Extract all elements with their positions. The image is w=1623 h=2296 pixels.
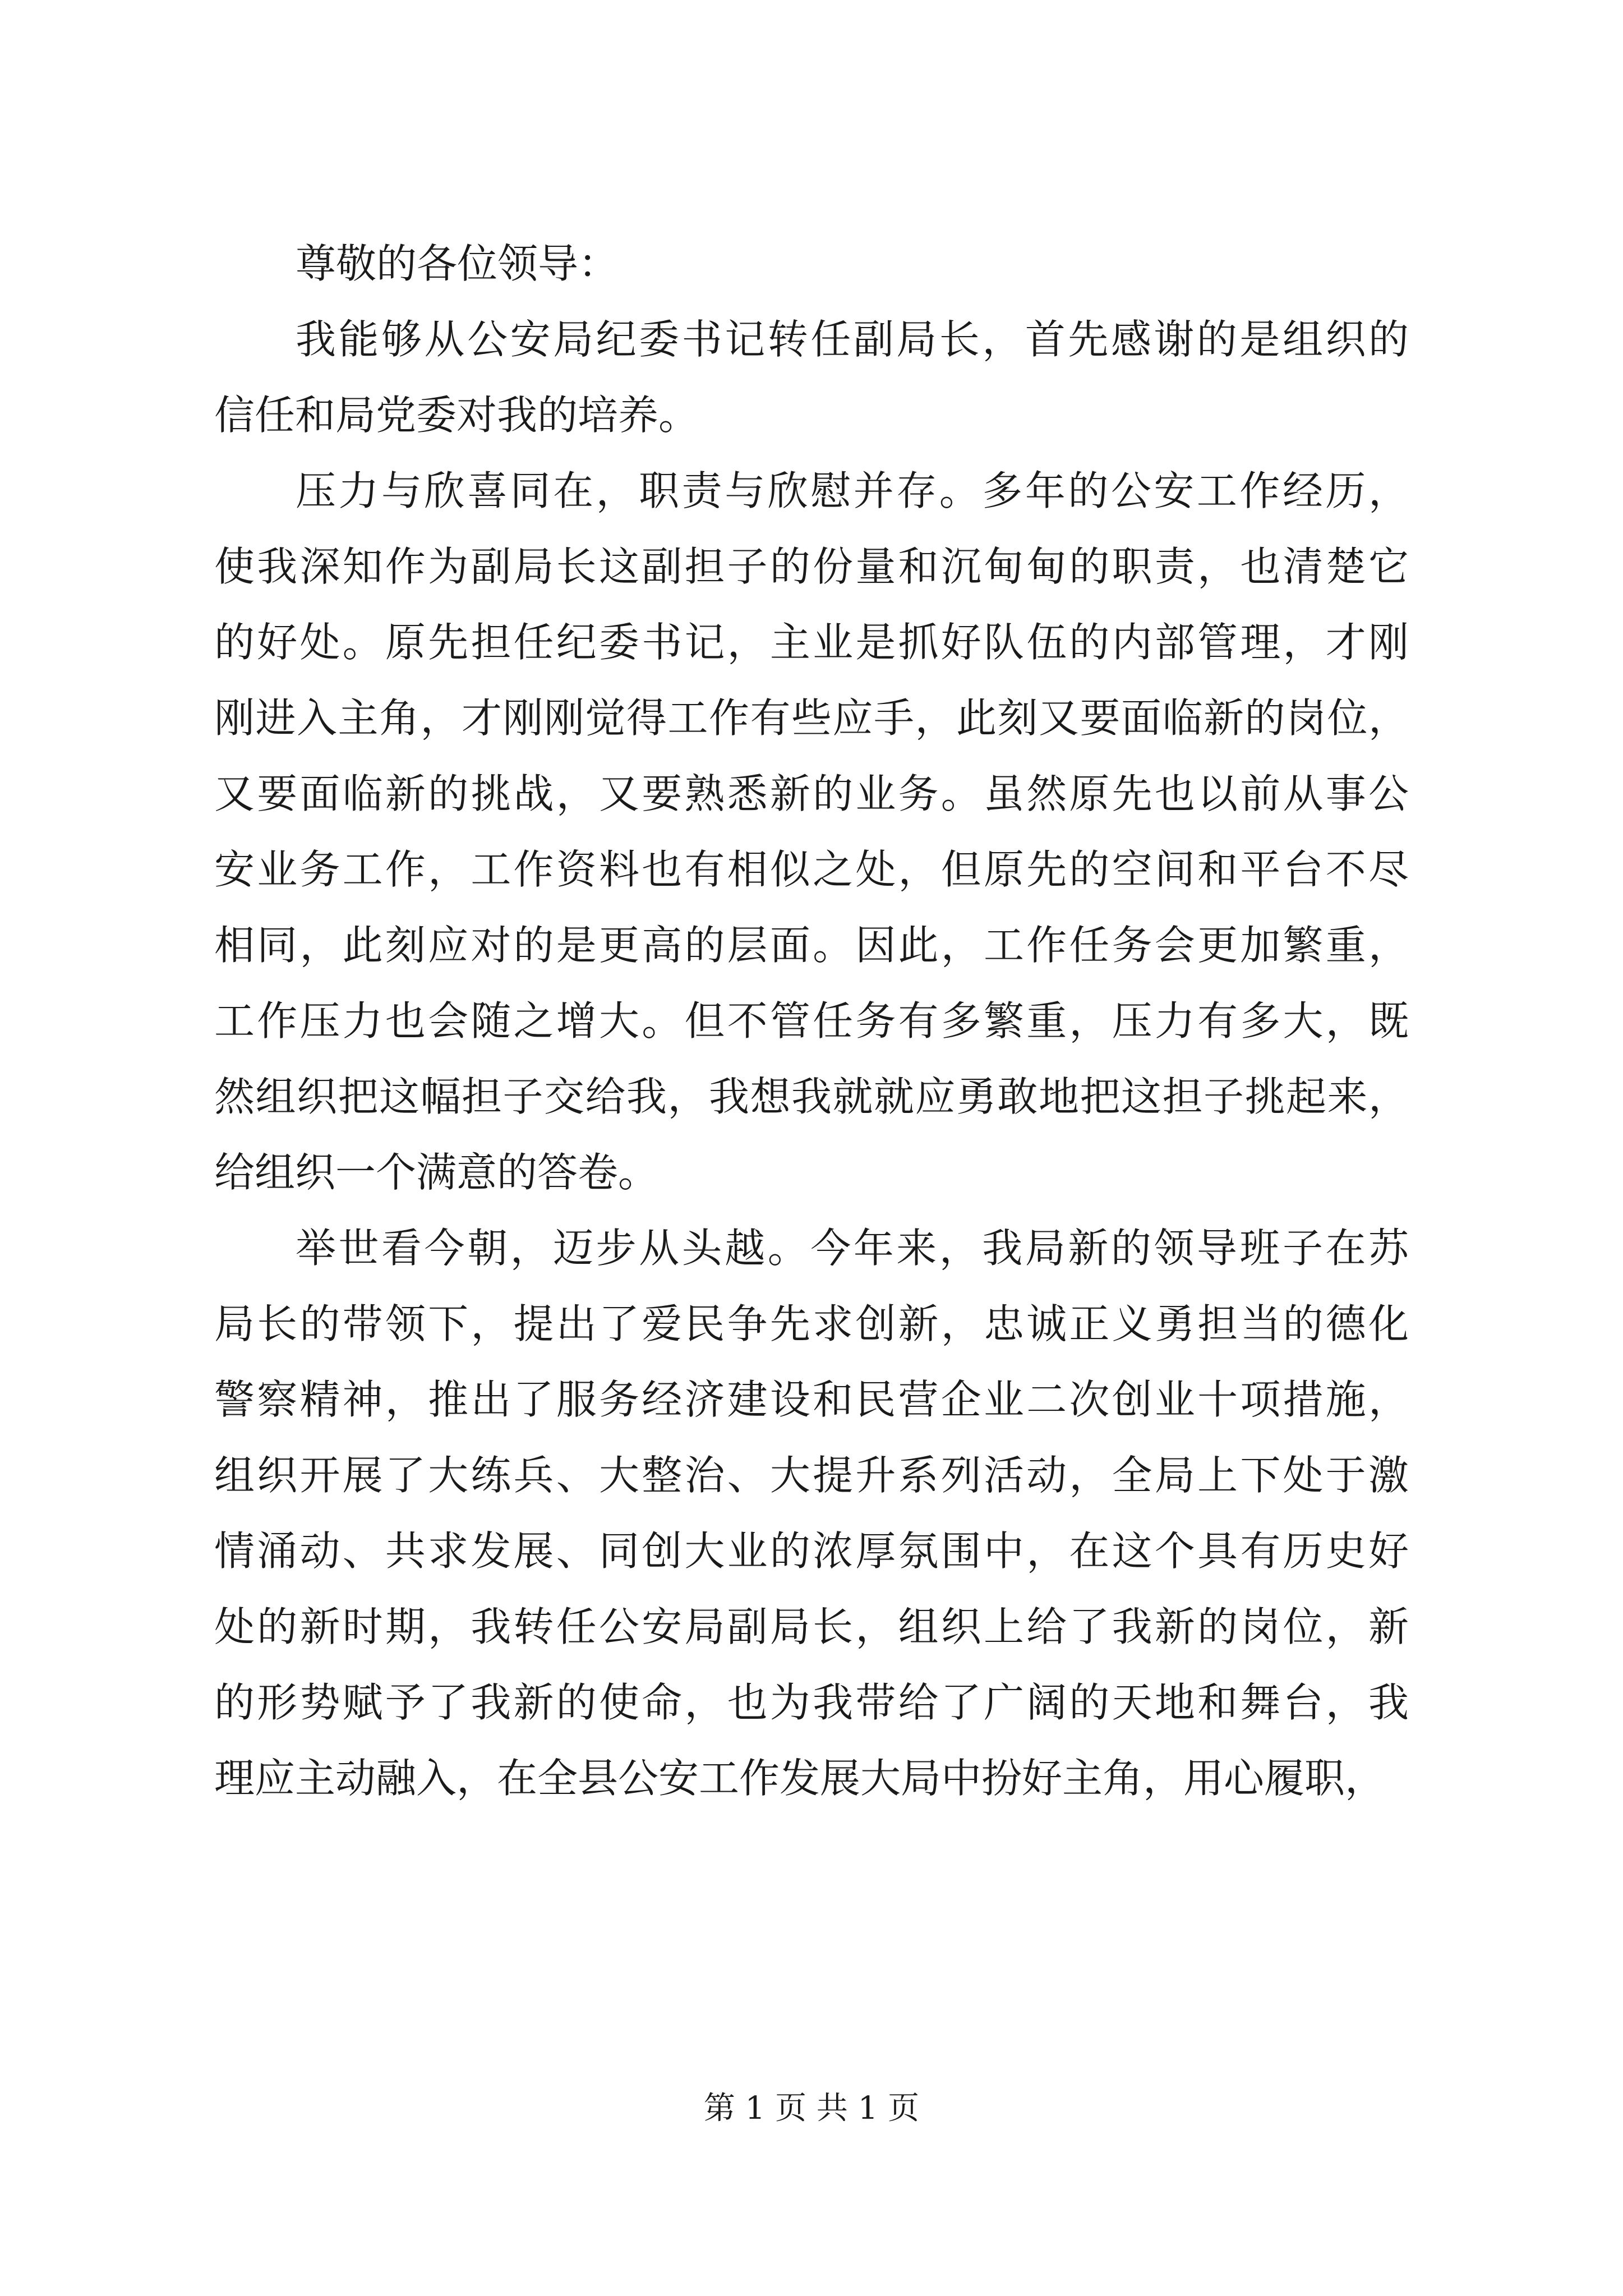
paragraph-line: 信任和局党委对我的培养。 xyxy=(214,392,699,439)
paragraph-line: 然组织把这幅担子交给我，我想我就就应勇敢地把这担子挑起来， xyxy=(214,1073,1409,1120)
paragraph-line: 刚进入主角，才刚刚觉得工作有些应手，此刻又要面临新的岗位， xyxy=(214,694,1409,742)
paragraph-line: 给组织一个满意的答卷。 xyxy=(214,1149,659,1196)
paragraph-line: 工作压力也会随之增大。但不管任务有多繁重，压力有多大，既 xyxy=(214,997,1409,1045)
paragraph-line: 安业务工作，工作资料也有相似之处，但原先的空间和平台不尽 xyxy=(214,846,1409,893)
paragraph-line: 举世看今朝，迈步从头越。今年来，我局新的领导班子在苏 xyxy=(296,1225,1409,1272)
paragraph-line: 使我深知作为副局长这副担子的份量和沉甸甸的职责，也清楚它 xyxy=(214,543,1409,590)
salutation: 尊敬的各位领导： xyxy=(296,240,619,287)
paragraph-line: 理应主动融入，在全县公安工作发展大局中扮好主角，用心履职， xyxy=(214,1755,1386,1802)
page-footer: 第 1 页 共 1 页 xyxy=(703,2090,920,2127)
paragraph-line: 的好处。原先担任纪委书记，主业是抓好队伍的内部管理，才刚 xyxy=(214,619,1409,666)
paragraph-line: 局长的带领下，提出了爱民争先求创新，忠诚正义勇担当的德化 xyxy=(214,1300,1409,1347)
paragraph-line: 的形势赋予了我新的使命，也为我带给了广阔的天地和舞台，我 xyxy=(214,1679,1409,1726)
paragraph-line: 组织开展了大练兵、大整治、大提升系列活动，全局上下处于激 xyxy=(214,1452,1409,1499)
paragraph-line: 又要面临新的挑战，又要熟悉新的业务。虽然原先也以前从事公 xyxy=(214,770,1409,817)
paragraph-line: 情涌动、共求发展、同创大业的浓厚氛围中，在这个具有历史好 xyxy=(214,1527,1409,1575)
paragraph-line: 处的新时期，我转任公安局副局长，组织上给了我新的岗位，新 xyxy=(214,1603,1409,1650)
document-body xyxy=(214,226,1409,1816)
paragraph-line: 警察精神，推出了服务经济建设和民营企业二次创业十项措施， xyxy=(214,1376,1409,1423)
paragraph-line: 压力与欣喜同在，职责与欣慰并存。多年的公安工作经历， xyxy=(296,467,1409,514)
paragraph-line: 我能够从公安局纪委书记转任副局长，首先感谢的是组织的 xyxy=(296,316,1409,363)
paragraph-line: 相同，此刻应对的是更高的层面。因此，工作任务会更加繁重， xyxy=(214,922,1409,969)
